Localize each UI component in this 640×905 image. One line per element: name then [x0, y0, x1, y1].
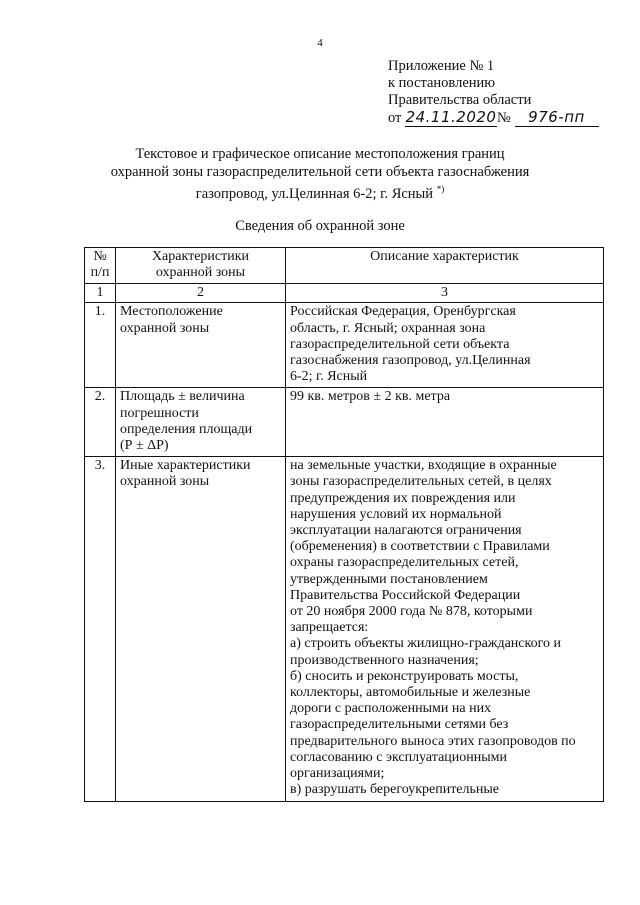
table-row [85, 457, 604, 801]
handwritten-number: 976-пп [515, 109, 599, 127]
title-line-3: газопровод, ул.Целинная 6-2; г. Ясный [195, 185, 434, 202]
table-header-row [85, 248, 604, 284]
row-characteristic: Местоположение охранной зоны [116, 303, 286, 388]
table-row [85, 388, 604, 457]
footnote-mark: *) [436, 184, 445, 194]
row-characteristic: Иные характеристики охранной зоны [116, 457, 286, 801]
from-label: от [388, 110, 402, 126]
title-line-3-wrap [100, 181, 540, 203]
page-number: 4 [317, 37, 323, 49]
appendix-line-1: Приложение № 1 [388, 58, 495, 74]
index-col-1: 1 [85, 284, 116, 303]
header-num: № п/п [85, 248, 116, 284]
header-description: Описание характеристик [286, 248, 604, 284]
title-line-1: Текстовое и графическое описание местоположения границ [135, 146, 505, 162]
row-num: 1. [85, 303, 116, 388]
row-description: на земельные участки, входящие в охранные зоны газораспределительных сетей, в целях предупреждения их повреждения или нарушения условий их нормальной эксплуатации налагаются ограничения (обременения) в соответствии с Правилами охраны газораспределительных сетей, утвержденными постановлением Правительства Российской Федерации от 20 ноября 2000 года № 878, которыми запрещается: а) строить объекты жилищно-гражданского и производственного назначения; б) сносить и реконструировать мосты, коллекторы, автомобильные и железные дороги с расположенными на них газораспределительными сетями без предварительного выноса этих газопроводов по согласованию с эксплуатационными организациями; в) разрушать берегоукрепительные [286, 457, 604, 801]
number-label: № [497, 110, 511, 126]
title-line-2: охранной зоны газораспределительной сети объекта газоснабжения [110, 163, 530, 180]
index-col-2: 2 [116, 284, 286, 303]
appendix-line-4 [388, 109, 599, 127]
row-num: 2. [85, 388, 116, 457]
row-description: Российская Федерация, Оренбургская область, г. Ясный; охранная зона газораспределительной сети объекта газоснабжения газопровод, ул.Целинная 6-2; г. Ясный [286, 303, 604, 388]
appendix-line-3: Правительства области [388, 92, 532, 108]
handwritten-date: 24.11.2020 [405, 108, 497, 126]
section-subtitle: Сведения об охранной зоне [235, 218, 405, 234]
header-characteristic: Характеристики охранной зоны [116, 248, 286, 284]
appendix-block [388, 58, 599, 127]
index-col-3: 3 [286, 284, 604, 303]
protection-zone-table [84, 247, 604, 802]
table-row [85, 303, 604, 388]
row-num: 3. [85, 457, 116, 801]
table-index-row [85, 284, 604, 303]
row-characteristic: Площадь ± величина погрешности определения площади (Р ± ΔР) [116, 388, 286, 457]
document-title [100, 146, 540, 203]
appendix-line-2: к постановлению [388, 75, 496, 91]
row-description: 99 кв. метров ± 2 кв. метра [286, 388, 604, 457]
